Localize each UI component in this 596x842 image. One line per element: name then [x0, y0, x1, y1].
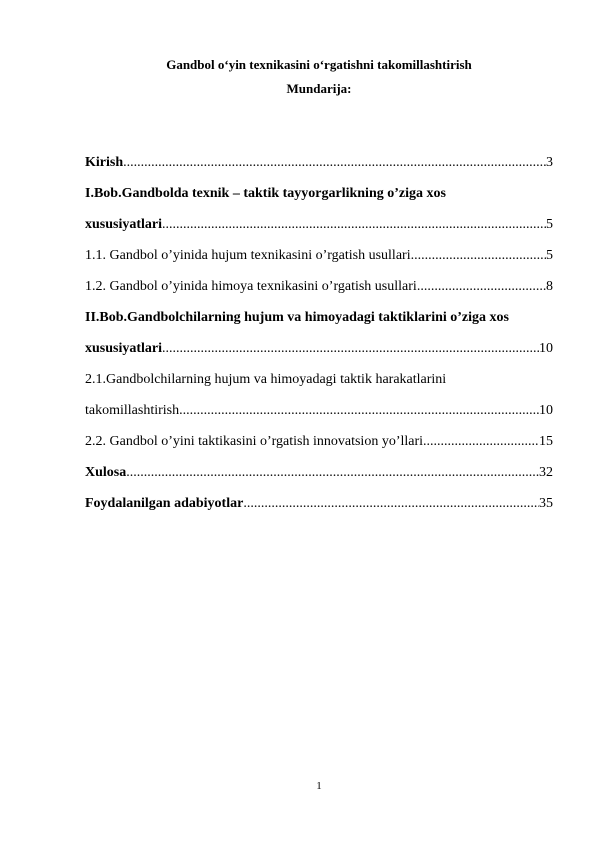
toc-entry-section-2-1[interactable] — [85, 370, 553, 421]
toc-entry-title: Foydalanilgan adabiyotlar — [85, 496, 244, 511]
dot-leader — [126, 463, 539, 483]
toc-entry-section-2-2[interactable] — [85, 432, 553, 452]
toc-entry-xulosa[interactable] — [85, 463, 553, 483]
dot-leader — [123, 153, 546, 173]
toc-entry-chapter-2[interactable] — [85, 308, 553, 359]
table-of-contents — [85, 153, 553, 514]
toc-entry-title: 1.1. Gandbol o’yinida hujum texnikasini o’rgatish usullari — [85, 248, 411, 263]
toc-page-number: 8 — [546, 279, 553, 294]
toc-entry-references[interactable] — [85, 494, 553, 514]
toc-entry-title-line1: 2.1.Gandbolchilarning hujum va himoyadagi taktik harakatlarini — [85, 372, 447, 387]
toc-page-number: 32 — [539, 465, 553, 480]
toc-entry-title: Kirish — [85, 155, 124, 170]
toc-entry-section-1-1[interactable] — [85, 246, 553, 266]
toc-heading: Mundarija: — [286, 81, 352, 96]
toc-entry-title: Xulosa — [85, 465, 127, 480]
dot-leader — [179, 401, 539, 421]
toc-page-number: 3 — [546, 155, 553, 170]
toc-entry-kirish[interactable] — [85, 153, 553, 173]
document-title: Gandbol o‘yin texnikasini o‘rgatishni takomillashtirish — [166, 57, 472, 72]
dot-leader — [417, 277, 546, 297]
toc-page-number: 10 — [539, 403, 553, 418]
page-number: 1 — [316, 780, 322, 792]
toc-entry-title: 2.2. Gandbol o’yini taktikasini o’rgatish innovatsion yo’llari — [85, 434, 424, 449]
toc-entry-title-line1: I.Bob.Gandbolda texnik – taktik tayyorgarlikning o’ziga xos — [85, 186, 446, 201]
toc-entry-title: 1.2. Gandbol o’yinida himoya texnikasini o’rgatish usullari — [85, 279, 417, 294]
toc-page-number: 35 — [539, 496, 553, 511]
toc-page-number: 5 — [546, 217, 553, 232]
dot-leader — [162, 339, 539, 359]
toc-entry-title: xususiyatlari — [85, 341, 163, 356]
toc-page-number: 15 — [539, 434, 553, 449]
toc-entry-title: takomillashtirish — [85, 403, 180, 418]
toc-entry-title-line1: II.Bob.Gandbolchilarning hujum va himoyadagi taktiklarini o’ziga xos — [85, 310, 509, 325]
toc-page-number: 5 — [546, 248, 553, 263]
dot-leader — [162, 215, 546, 235]
toc-entry-section-1-2[interactable] — [85, 277, 553, 297]
toc-entry-title: xususiyatlari — [85, 217, 163, 232]
dot-leader — [423, 432, 539, 452]
dot-leader — [243, 494, 539, 514]
dot-leader — [411, 246, 546, 266]
toc-entry-chapter-1[interactable] — [85, 184, 553, 235]
toc-page-number: 10 — [539, 341, 553, 356]
